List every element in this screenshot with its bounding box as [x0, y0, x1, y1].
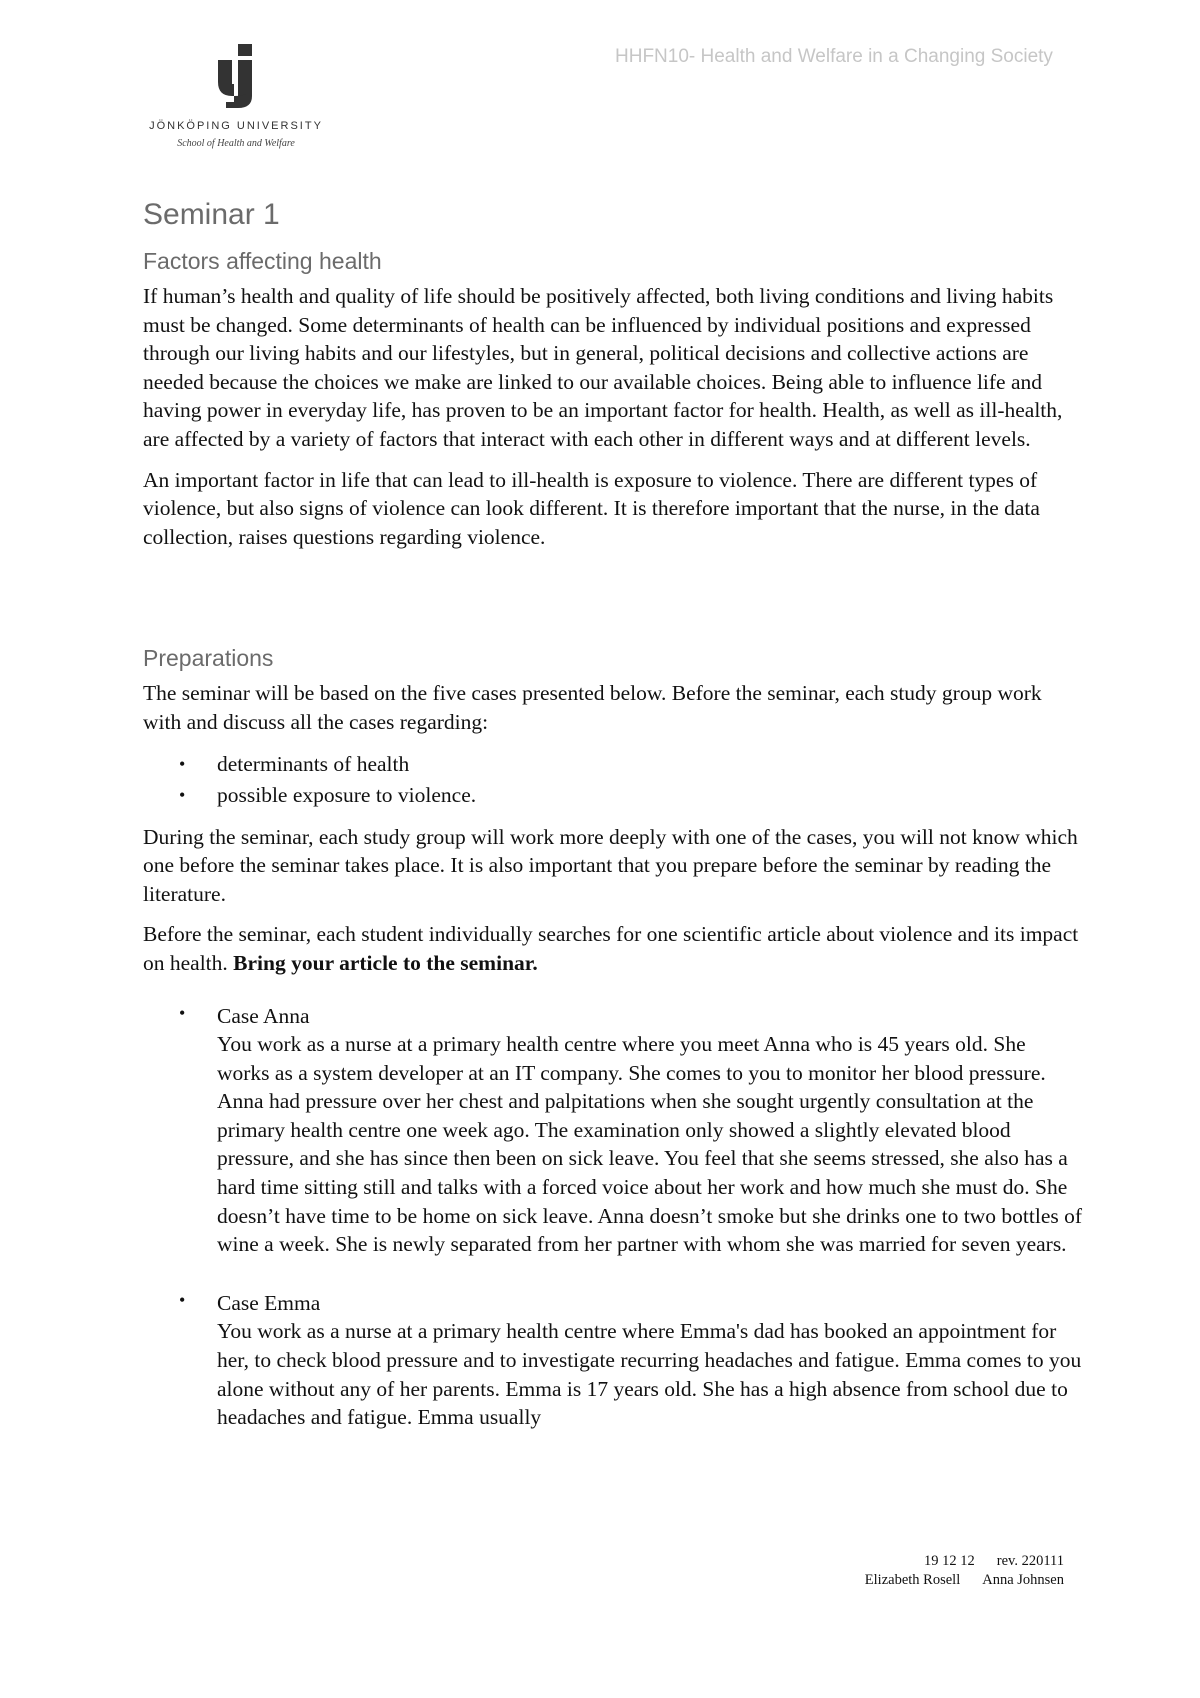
paragraph: If human’s health and quality of life should be positively affected, both living conditions and living habits must be changed. Some determinants of health can be influenced by individual positions and expressed through our living habits and our lifestyles, but in general, political decisions and collective actions are needed because the choices we make are linked to our available choices. Being able to influence life and having power in everyday life, has proven to be an important factor for health. Health, as well as ill-health, are affected by a variety of factors that interact with each other in different ways and at different levels. — [143, 284, 1063, 451]
course-header: HHFN10- Health and Welfare in a Changing Society — [615, 46, 1053, 67]
paragraph — [143, 920, 1083, 977]
paragraph: An important factor in life that can lead to ill-health is exposure to violence. There are different types of violence, but also signs of violence can look different. It is therefore important that the nurse, in the data collection, raises questions regarding violence. — [143, 467, 1040, 549]
case-title: Case Anna — [217, 1003, 310, 1028]
page-title: Seminar 1 — [143, 198, 280, 231]
footer-revision: rev. 220111 — [996, 1553, 1064, 1569]
paragraph: During the seminar, each study group will work more deeply with one of the cases, you will not know which one before the seminar takes place. It is also important that you prepare before the seminar by reading the literature. — [143, 824, 1078, 906]
logo-school-name: School of Health and Welfare — [177, 138, 295, 149]
bullet-icon: • — [179, 1289, 186, 1310]
document-body — [143, 196, 1083, 1462]
footer-author: Anna Johnsen — [982, 1572, 1064, 1588]
case-item-anna — [143, 1002, 1083, 1259]
bullet-icon: • — [179, 784, 186, 805]
footer-author: Elizabeth Rosell — [864, 1572, 961, 1588]
paragraph-text: Before the seminar, each student individually searches for one scientific article about violence and its impact on health. — [143, 922, 1079, 975]
bullet-icon: • — [179, 753, 186, 774]
case-item-emma — [143, 1289, 1083, 1432]
bold-instruction: Bring your article to the seminar. — [233, 950, 538, 975]
bullet-icon: • — [179, 1002, 186, 1023]
footer-date: 19 12 12 — [924, 1553, 975, 1569]
section-heading-factors: Factors affecting health — [143, 248, 382, 274]
preparation-topics-list — [143, 749, 1083, 811]
paragraph: The seminar will be based on the five cases presented below. Before the seminar, each study group work with and discuss all the cases regarding: — [143, 681, 1042, 734]
university-logo-icon — [212, 44, 260, 116]
case-description: You work as a nurse at a primary health centre where you meet Anna who is 45 years old. She works as a system developer at an IT company. She comes to you to monitor her blood pressure. Anna had pressure over her chest and palpitations when she sought urgently consultation at the primary health centre one week ago. The examination only showed a slightly elevated blood pressure, and she has since then been on sick leave. You feel that she seems stressed, she also has a hard time sitting still and talks with a forced voice about her work and how much she must do. She doesn’t have time to be home on sick leave. Anna doesn’t smoke but she drinks one to two bottles of wine a week. She is newly separated from her partner with whom she was married for seven years. — [217, 1032, 1083, 1257]
list-item — [143, 749, 1083, 780]
list-item — [143, 780, 1083, 811]
page-footer — [865, 1552, 1064, 1590]
list-item-text: possible exposure to violence. — [217, 782, 477, 807]
list-item-text: determinants of health — [217, 751, 410, 776]
logo-university-name: JÖNKÖPING UNIVERSITY — [149, 120, 323, 132]
section-heading-preparations: Preparations — [143, 645, 274, 672]
case-description: You work as a nurse at a primary health centre where Emma's dad has booked an appointment for her, to check blood pressure and to investigate recurring headaches and fatigue. Emma comes to you alone without any of her parents. Emma is 17 years old. She has a high absence from school due to headaches and fatigue. Emma usually — [217, 1319, 1082, 1430]
case-title: Case Emma — [217, 1290, 321, 1315]
